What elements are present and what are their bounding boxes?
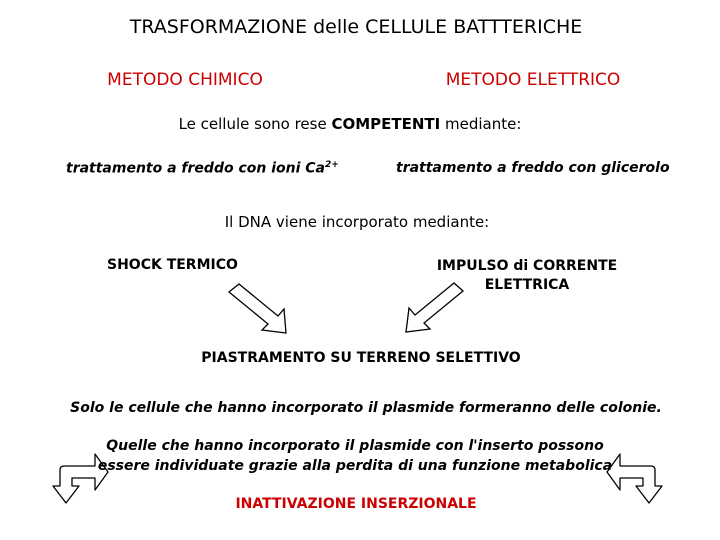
heat-shock-label: SHOCK TERMICO	[107, 257, 238, 273]
method-chemical-label: METODO CHIMICO	[107, 70, 263, 90]
dna-incorporation-text: Il DNA viene incorporato mediante:	[224, 213, 490, 231]
colonies-sentence: Solo le cellule che hanno incorporato il plasmide formeranno delle colonie.	[70, 400, 662, 416]
insert-line1: Quelle che hanno incorporato il plasmide con l'inserto possono	[106, 438, 604, 454]
treatment-chemical-superscript: 2+	[325, 160, 339, 170]
arrow-down-left-icon	[406, 283, 463, 332]
treatment-electric: trattamento a freddo con glicerolo	[396, 160, 670, 176]
competent-suffix: mediante:	[440, 115, 522, 133]
current-impulse-line1: IMPULSO di CORRENTE	[436, 258, 618, 274]
curved-arrow-right-icon	[607, 454, 662, 503]
arrow-down-right-icon	[229, 284, 286, 333]
insert-line2: essere individuate grazie alla perdita di una funzione metabolica	[97, 458, 613, 474]
competent-keyword: COMPETENTI	[331, 115, 441, 133]
diagram-title: TRASFORMAZIONE delle CELLULE BATTTERICHE	[129, 16, 583, 38]
selective-plating-label: PIASTRAMENTO SU TERRENO SELETTIVO	[201, 350, 521, 366]
current-impulse-line2: ELETTRICA	[484, 277, 570, 293]
competent-prefix: Le cellule sono rese	[178, 115, 332, 133]
treatment-chemical-text: trattamento a freddo con ioni Ca	[66, 160, 325, 177]
insertional-inactivation-label: INATTIVAZIONE INSERZIONALE	[235, 496, 477, 512]
insert-sentence	[98, 436, 612, 476]
method-electric-label: METODO ELETTRICO	[445, 70, 621, 90]
